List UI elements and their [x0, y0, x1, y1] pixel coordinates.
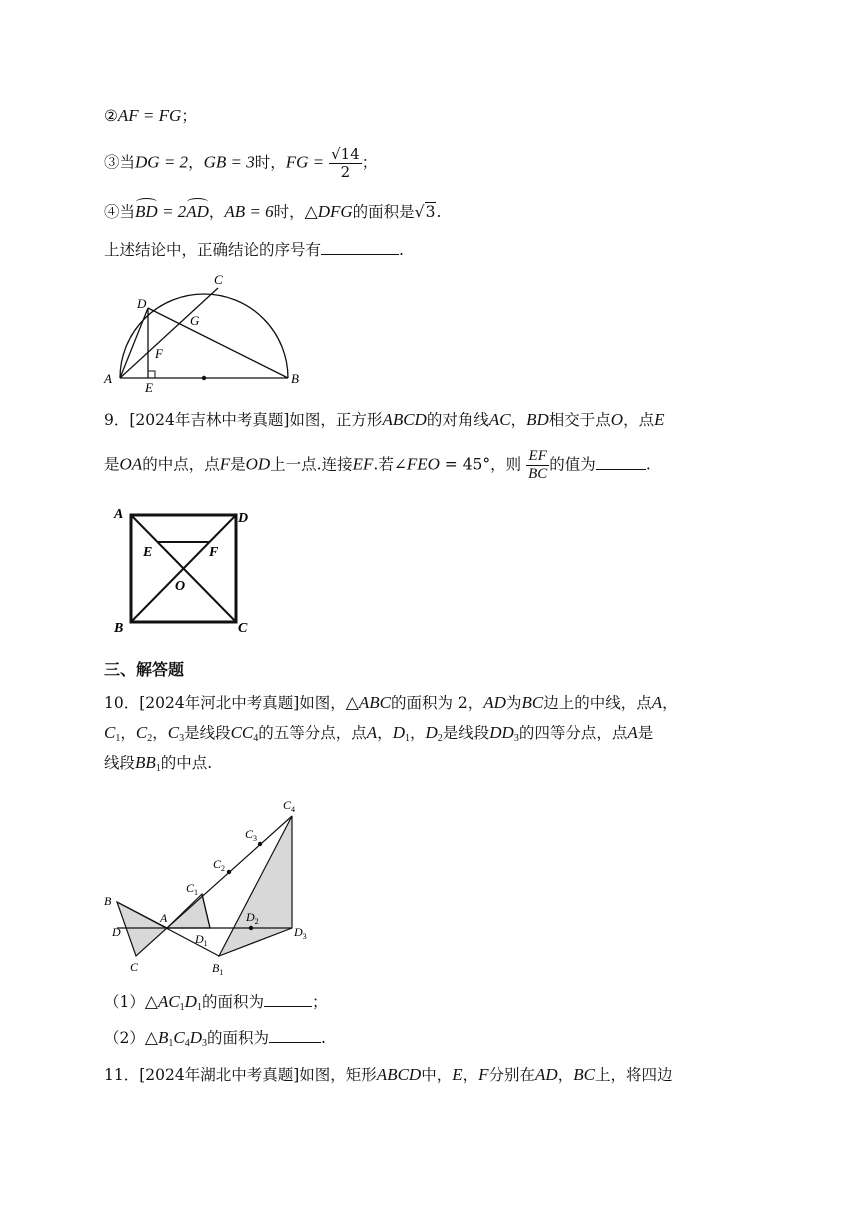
label-B: B: [291, 371, 299, 386]
statement-conclusion: 上述结论中，正确结论的序号有 .: [104, 241, 404, 259]
label-D: D: [238, 511, 249, 526]
label-D2: $D_2$: [246, 910, 259, 926]
semicircle-figure: [100, 268, 310, 393]
label-G: G: [190, 313, 200, 328]
answer-blank: [596, 469, 646, 470]
label-E: E: [143, 545, 153, 560]
square-figure: [110, 502, 255, 637]
label-A: A: [160, 911, 168, 925]
label-C: C: [214, 272, 223, 287]
label-C: C: [130, 960, 139, 974]
question-11-line-1: 11．[2024年湖北中考真题]如图，矩形ABCD中，E，F分别在AD，BC上，将四边: [104, 1065, 673, 1084]
label-C2: $C_2$: [213, 857, 226, 873]
question-9-line-1: 9．[2024年吉林中考真题]如图，正方形ABCD的对角线AC，BD相交于点O，点E: [104, 410, 665, 429]
label-O: O: [175, 579, 186, 594]
label-F: F: [155, 346, 163, 361]
question-10-line-2: $C_1$，$C_2$，$C_3$是线段$CC_4$的五等分点，点A，$D_1$，$D_2$是线段$DD_3$的四等分点，点A是: [104, 723, 654, 744]
label-F: F: [209, 545, 219, 560]
question-10-part-2: $(2)\triangle B_1C_4D_3$的面积为 .: [104, 1028, 326, 1049]
answer-blank: [269, 1042, 321, 1043]
statement-3: ③当DG = 2，GB = 3时，FG = $\frac{√14}{2}$ ；: [104, 145, 378, 181]
label-C1: $C_1$: [186, 881, 199, 897]
statement-4: ④当BD = 2AD，AB = 6时，△DFG的面积是√3.: [104, 202, 442, 221]
label-D: D: [112, 925, 121, 939]
answer-blank: [321, 254, 399, 255]
label-B: B: [104, 894, 112, 908]
label-C3: $C_3$: [245, 827, 258, 843]
label-C: C: [238, 621, 248, 636]
question-9-line-2: 是OA的中点，点F是OD上一点.连接EF.若∠FEO = 45°，则 $\frac{EF}{BC}$ 的值为 .: [104, 448, 651, 482]
answer-blank: [264, 1006, 312, 1007]
statement-2: ②AF = FG；: [104, 106, 197, 125]
label-A: A: [104, 371, 112, 386]
label-D3: $D_3$: [294, 925, 307, 941]
question-10-part-1: $(1)\triangle AC_1D_1$的面积为 ；: [104, 992, 328, 1013]
question-10-line-3: 线段$BB_1$的中点.: [104, 753, 213, 774]
label-B1: $B_1$: [212, 961, 224, 977]
question-10-line-1: 10．[2024年河北中考真题]如图，△ABC的面积为 2，AD为BC边上的中线，点A，: [104, 693, 678, 712]
label-B: B: [114, 621, 124, 636]
triangles-figure: [100, 793, 320, 983]
fraction-EF-over-BC: $\frac{EF}{BC}$: [528, 448, 548, 482]
label-C4: $C_4$: [283, 798, 296, 814]
label-A: A: [114, 507, 124, 522]
label-D1: $D_1$: [195, 932, 208, 948]
section-heading: 三、解答题: [104, 660, 185, 679]
label-E: E: [145, 380, 153, 393]
fraction-sqrt14-over-2: $\frac{√14}{2}$: [331, 145, 360, 181]
label-D: D: [137, 296, 147, 311]
